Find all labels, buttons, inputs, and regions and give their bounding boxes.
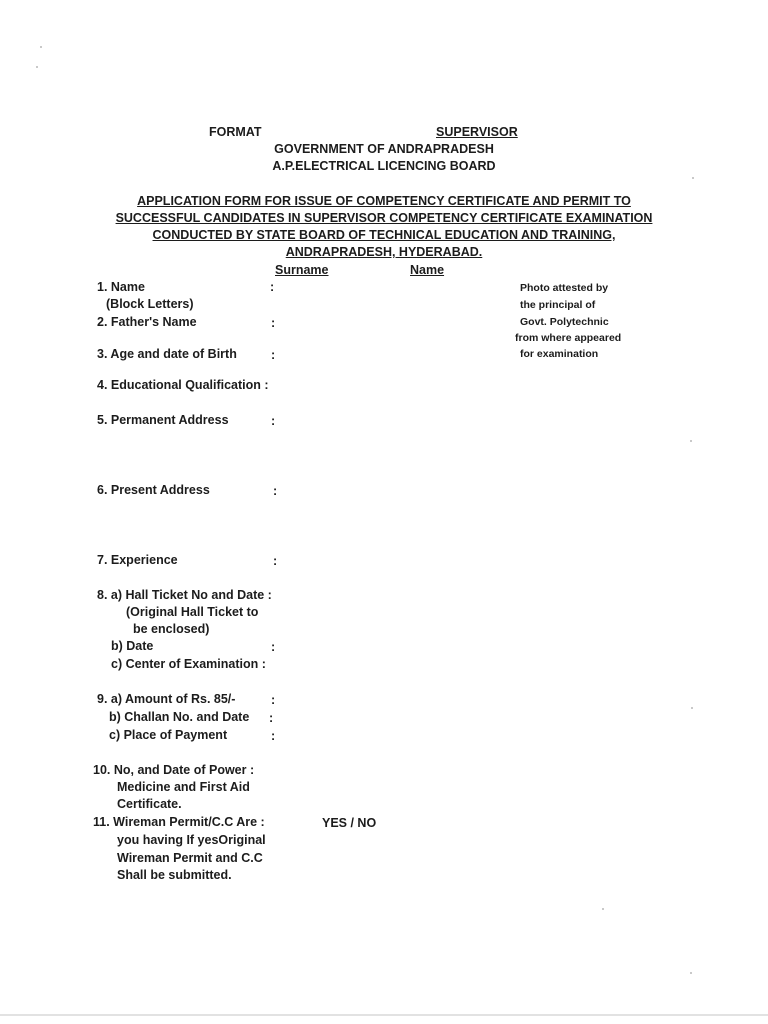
field-hall-ticket-sublabel-2: be enclosed) [133,622,210,636]
field-hall-ticket-sublabel-1: (Original Hall Ticket to [126,605,259,619]
field-payment-place-colon: : [271,729,276,743]
field-name-sublabel: (Block Letters) [106,297,194,311]
field-education-label: 4. Educational Qualification : [97,378,269,392]
field-age-dob-label: 3. Age and date of Birth [97,347,237,361]
field-challan-colon: : [269,711,274,725]
scan-speck [691,707,693,709]
scan-speck [692,177,694,179]
photo-note-line-1: Photo attested by [520,282,609,294]
field-hall-ticket-label: 8. a) Hall Ticket No and Date : [97,588,272,602]
scan-speck [690,972,692,974]
photo-note-line-3: Govt. Polytechnic [520,316,609,328]
field-wireman-permit-sublabel-2: Wireman Permit and C.C [117,851,263,865]
field-power-medicine-sublabel-2: Certificate. [117,797,182,811]
field-name-colon: : [270,280,275,294]
field-name-label: 1. Name [97,280,145,294]
form-title-line-4: ANDRAPRADESH, HYDERABAD. [285,245,483,259]
surname-column-label: Surname [275,263,329,277]
name-column-label: Name [410,263,445,277]
field-age-dob-colon: : [271,348,276,362]
field-permanent-address-label: 5. Permanent Address [97,413,229,427]
board-heading: A.P.ELECTRICAL LICENCING BOARD [272,159,496,173]
format-label: FORMAT [209,125,262,139]
scan-bottom-edge [0,1014,768,1016]
field-experience-label: 7. Experience [97,553,178,567]
field-challan-label: b) Challan No. and Date [109,710,250,724]
field-date-colon: : [271,640,276,654]
field-permanent-address-colon: : [271,414,276,428]
field-father-name-colon: : [271,316,276,330]
field-present-address-colon: : [273,484,278,498]
photo-note-line-5: for examination [520,348,599,360]
field-wireman-permit-sublabel-3: Shall be submitted. [117,868,232,882]
field-amount-colon: : [271,693,276,707]
scan-speck [36,66,38,68]
supervisor-label: SUPERVISOR [436,125,518,139]
scan-speck [40,46,42,48]
field-amount-label: 9. a) Amount of Rs. 85/- [97,692,236,706]
field-exam-center-label: c) Center of Examination : [111,657,266,671]
form-title-line-1: APPLICATION FORM FOR ISSUE OF COMPETENCY CERTIFICATE AND PERMIT TO [137,194,631,208]
field-wireman-permit-sublabel-1: you having If yesOriginal [117,833,266,847]
field-experience-colon: : [273,554,278,568]
scan-speck [690,440,692,442]
field-payment-place-label: c) Place of Payment [109,728,228,742]
form-title-line-2: SUCCESSFUL CANDIDATES IN SUPERVISOR COMPETENCY CERTIFICATE EXAMINATION [115,211,653,225]
field-present-address-label: 6. Present Address [97,483,210,497]
photo-note-line-2: the principal of [520,299,596,311]
field-wireman-permit-answer: YES / NO [322,816,377,830]
government-heading: GOVERNMENT OF ANDRAPRADESH [274,142,494,156]
field-power-medicine-sublabel-1: Medicine and First Aid [117,780,250,794]
photo-note-line-4: from where appeared [515,332,622,344]
field-wireman-permit-label: 11. Wireman Permit/C.C Are : [93,815,265,829]
form-title-line-3: CONDUCTED BY STATE BOARD OF TECHNICAL EDUCATION AND TRAINING, [152,228,616,242]
field-father-name-label: 2. Father's Name [97,315,197,329]
field-power-medicine-label: 10. No, and Date of Power : [93,763,255,777]
scan-speck [602,908,604,910]
field-date-label: b) Date [111,639,154,653]
